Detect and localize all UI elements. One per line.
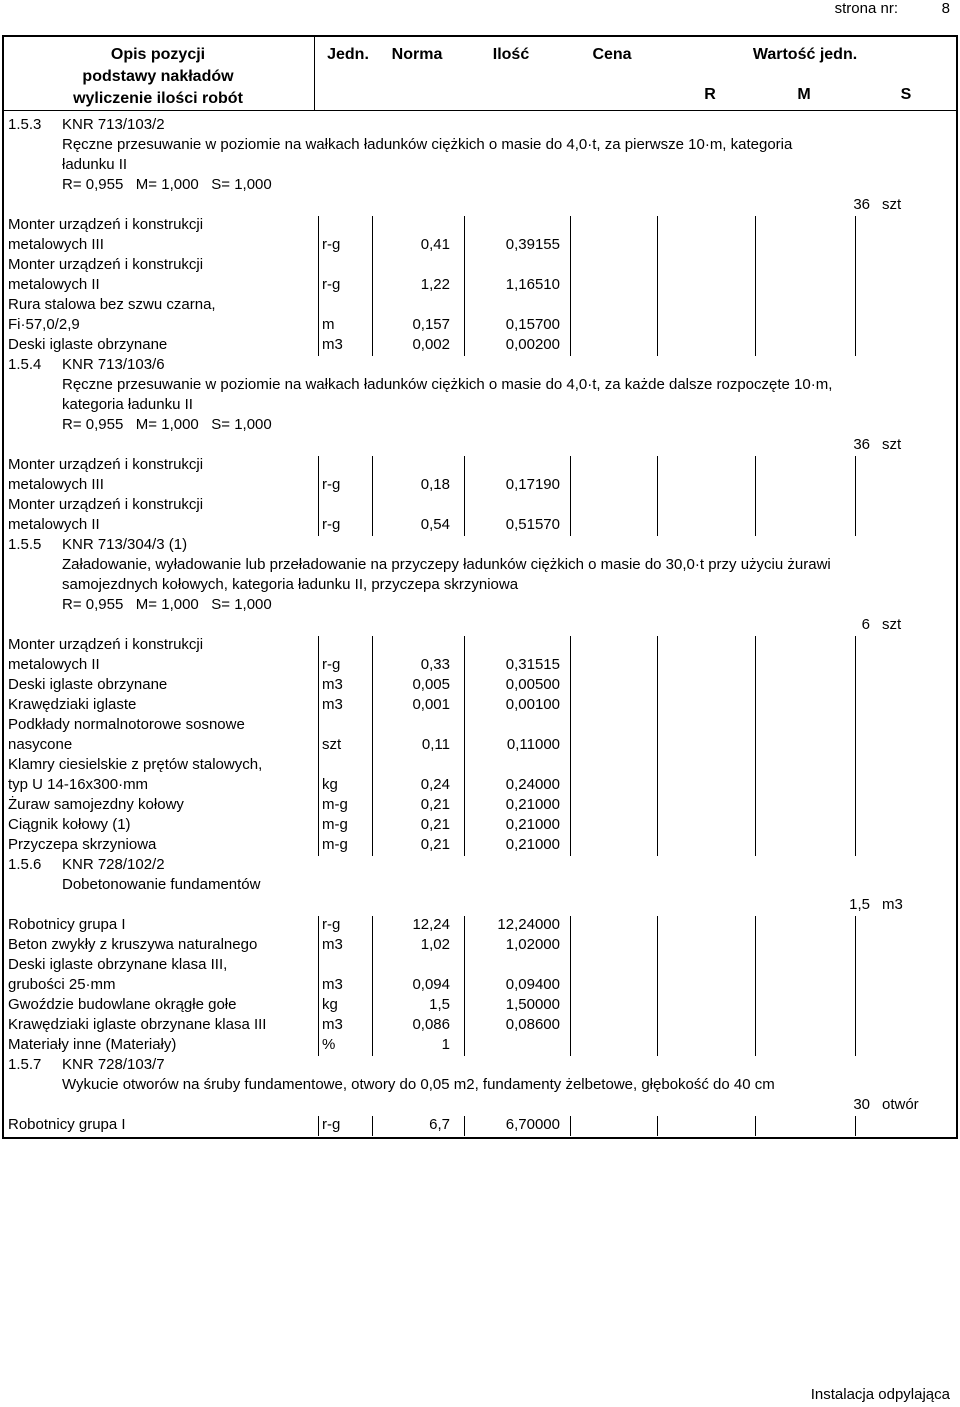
resource-quantity: 0,24000	[505, 776, 560, 793]
header-bottom-rule	[2, 110, 958, 111]
column-divider	[657, 836, 658, 856]
resource-unit: m3	[322, 1016, 343, 1033]
column-divider	[855, 676, 856, 696]
column-divider	[570, 496, 571, 536]
resource-unit: r-g	[322, 916, 341, 933]
resource-name: Monter urządzeń i konstrukcji	[8, 456, 204, 473]
resource-quantity: 0,21000	[505, 816, 560, 833]
column-divider	[855, 1016, 856, 1036]
resource-unit: m-g	[322, 836, 348, 853]
column-divider	[464, 916, 465, 936]
resource-quantity: 0,09400	[505, 976, 560, 993]
resource-name: Przyczepa skrzyniowa	[8, 836, 157, 853]
column-divider	[855, 696, 856, 716]
resource-quantity: 0,39155	[505, 236, 560, 253]
resource-name: metalowych III	[8, 236, 104, 253]
column-divider	[318, 456, 319, 496]
resource-name: Deski iglaste obrzynane	[8, 336, 168, 353]
column-divider	[755, 796, 756, 816]
column-divider	[755, 816, 756, 836]
resource-unit: kg	[322, 776, 338, 793]
resource-norm: 1	[441, 1036, 450, 1053]
column-divider	[318, 296, 319, 336]
column-divider	[372, 1036, 373, 1056]
resource-quantity: 0,00100	[505, 696, 560, 713]
column-divider	[372, 836, 373, 856]
column-divider	[755, 636, 756, 676]
column-divider	[657, 696, 658, 716]
header-desc-line3: wyliczenie ilości robót	[73, 90, 243, 107]
resource-name: Deski iglaste obrzynane klasa III,	[8, 956, 228, 973]
column-divider	[372, 636, 373, 676]
column-divider	[318, 956, 319, 996]
resource-norm: 0,24	[420, 776, 450, 793]
resource-name: Rura stalowa bez szwu czarna,	[8, 296, 216, 313]
resource-quantity: 0,00500	[505, 676, 560, 693]
column-divider	[464, 796, 465, 816]
resource-name: Monter urządzeń i konstrukcji	[8, 636, 204, 653]
column-divider	[855, 296, 856, 336]
position-quantity: 36	[853, 196, 870, 213]
column-divider	[855, 916, 856, 936]
column-divider	[755, 916, 756, 936]
column-divider	[755, 336, 756, 356]
column-divider	[372, 956, 373, 996]
column-divider	[372, 716, 373, 756]
column-divider	[570, 936, 571, 956]
column-divider	[318, 256, 319, 296]
resource-unit: m-g	[322, 796, 348, 813]
column-divider	[855, 1116, 856, 1136]
column-divider	[464, 1116, 465, 1136]
column-divider	[318, 216, 319, 256]
column-divider	[657, 496, 658, 536]
column-divider	[755, 936, 756, 956]
position-factors: R= 0,955 M= 1,000 S= 1,000	[62, 176, 272, 193]
column-divider	[372, 256, 373, 296]
column-divider	[657, 956, 658, 996]
column-divider	[657, 1036, 658, 1056]
resource-name: grubości 25·mm	[8, 976, 116, 993]
column-divider	[570, 256, 571, 296]
column-divider	[372, 1016, 373, 1036]
resource-norm: 12,24	[412, 916, 450, 933]
position-factors: R= 0,955 M= 1,000 S= 1,000	[62, 416, 272, 433]
column-divider	[855, 636, 856, 676]
column-divider	[464, 936, 465, 956]
column-divider	[464, 716, 465, 756]
column-divider	[464, 696, 465, 716]
column-divider	[372, 996, 373, 1016]
column-divider	[855, 256, 856, 296]
column-divider	[657, 1116, 658, 1136]
column-divider	[464, 496, 465, 536]
resource-quantity: 0,51570	[505, 516, 560, 533]
position-code: KNR 728/102/2	[62, 856, 165, 873]
position-unit: szt	[882, 616, 902, 633]
resource-quantity: 0,21000	[505, 836, 560, 853]
header-desc-line1: Opis pozycji	[110, 46, 206, 63]
column-divider	[855, 336, 856, 356]
column-divider	[570, 676, 571, 696]
column-divider	[570, 216, 571, 256]
column-divider	[657, 996, 658, 1016]
column-divider	[318, 996, 319, 1016]
column-divider	[855, 936, 856, 956]
column-divider	[318, 816, 319, 836]
column-divider	[372, 336, 373, 356]
column-divider	[755, 216, 756, 256]
column-divider	[657, 936, 658, 956]
column-divider	[464, 456, 465, 496]
column-divider	[318, 1116, 319, 1136]
resource-quantity: 0,21000	[505, 796, 560, 813]
position-description: Dobetonowanie fundamentów	[62, 876, 261, 893]
resource-norm: 0,41	[420, 236, 450, 253]
column-divider	[657, 1016, 658, 1036]
resource-unit: r-g	[322, 276, 341, 293]
resource-name: Robotnicy grupa I	[8, 916, 126, 933]
header-m: M	[797, 86, 811, 103]
column-divider	[318, 716, 319, 756]
column-divider	[372, 816, 373, 836]
header-r: R	[704, 86, 716, 103]
column-divider	[570, 336, 571, 356]
column-divider	[657, 256, 658, 296]
column-divider	[755, 676, 756, 696]
column-divider	[372, 696, 373, 716]
resource-quantity: 1,02000	[505, 936, 560, 953]
position-description: Ręczne przesuwanie w poziomie na wałkach ładunków ciężkich o masie do 4,0·t, za pierwsze 10·m, kategoria	[62, 136, 793, 153]
column-divider	[318, 916, 319, 936]
position-number: 1.5.6	[8, 856, 42, 873]
column-divider	[318, 1036, 319, 1056]
resource-unit: m3	[322, 696, 343, 713]
column-divider	[464, 836, 465, 856]
header-s: S	[900, 86, 912, 103]
resource-unit: m3	[322, 676, 343, 693]
position-quantity: 30	[853, 1096, 870, 1113]
column-divider	[318, 336, 319, 356]
resource-name: Fi·57,0/2,9	[8, 316, 80, 333]
resource-unit: r-g	[322, 516, 341, 533]
column-divider	[755, 296, 756, 336]
page-number-label: strona nr:	[834, 0, 898, 17]
resource-name: Gwoździe budowlane okrągłe gołe	[8, 996, 237, 1013]
column-divider	[657, 296, 658, 336]
resource-name: metalowych II	[8, 656, 100, 673]
column-divider	[755, 756, 756, 796]
column-divider	[372, 456, 373, 496]
column-divider	[657, 796, 658, 816]
column-divider	[318, 696, 319, 716]
header-divider	[314, 37, 315, 110]
resource-name: Ciągnik kołowy (1)	[8, 816, 131, 833]
resource-quantity: 0,11000	[506, 736, 560, 753]
column-divider	[570, 716, 571, 756]
position-description: kategoria ładunku II	[62, 396, 193, 413]
position-quantity: 36	[853, 436, 870, 453]
resource-name: nasycone	[8, 736, 73, 753]
resource-quantity: 0,31515	[505, 656, 560, 673]
column-divider	[372, 796, 373, 816]
position-code: KNR 728/103/7	[62, 1056, 165, 1073]
position-code: KNR 713/103/2	[62, 116, 165, 133]
header-unit-value: Wartość jedn.	[752, 46, 858, 63]
position-unit: otwór	[882, 1096, 919, 1113]
column-divider	[657, 676, 658, 696]
column-divider	[657, 336, 658, 356]
column-divider	[855, 796, 856, 816]
column-divider	[855, 756, 856, 796]
column-divider	[657, 816, 658, 836]
column-divider	[570, 916, 571, 936]
column-divider	[372, 936, 373, 956]
column-divider	[318, 636, 319, 676]
resource-unit: m	[322, 316, 335, 333]
column-divider	[755, 836, 756, 856]
resource-name: Klamry ciesielskie z prętów stalowych,	[8, 756, 263, 773]
footer-project-name: Instalacja odpylająca	[810, 1386, 950, 1403]
resource-name: Monter urządzeń i konstrukcji	[8, 256, 204, 273]
column-divider	[464, 256, 465, 296]
column-divider	[855, 456, 856, 496]
column-divider	[464, 1036, 465, 1056]
column-divider	[464, 216, 465, 256]
column-divider	[755, 716, 756, 756]
resource-name: metalowych III	[8, 476, 104, 493]
column-divider	[318, 676, 319, 696]
column-divider	[464, 676, 465, 696]
resource-quantity: 0,00200	[505, 336, 560, 353]
resource-name: Żuraw samojezdny kołowy	[8, 796, 184, 813]
column-divider	[855, 836, 856, 856]
resource-norm: 0,005	[412, 676, 450, 693]
column-divider	[464, 296, 465, 336]
resource-norm: 0,21	[420, 796, 450, 813]
resource-unit: m3	[322, 336, 343, 353]
column-divider	[855, 996, 856, 1016]
resource-unit: r-g	[322, 1116, 341, 1133]
column-divider	[755, 696, 756, 716]
column-divider	[657, 916, 658, 936]
resource-norm: 1,22	[420, 276, 450, 293]
column-divider	[657, 216, 658, 256]
column-divider	[755, 456, 756, 496]
header-norm: Norma	[391, 46, 443, 63]
column-divider	[755, 1036, 756, 1056]
column-divider	[318, 836, 319, 856]
resource-name: Materiały inne (Materiały)	[8, 1036, 177, 1053]
resource-quantity: 0,17190	[505, 476, 560, 493]
column-divider	[372, 296, 373, 336]
resource-name: Krawędziaki iglaste obrzynane klasa III	[8, 1016, 267, 1033]
resource-name: Monter urządzeń i konstrukcji	[8, 496, 204, 513]
column-divider	[372, 676, 373, 696]
column-divider	[855, 816, 856, 836]
column-divider	[570, 996, 571, 1016]
column-divider	[570, 1116, 571, 1136]
position-number: 1.5.3	[8, 116, 42, 133]
resource-norm: 0,54	[420, 516, 450, 533]
column-divider	[855, 716, 856, 756]
column-divider	[755, 1116, 756, 1136]
resource-unit: m-g	[322, 816, 348, 833]
position-description: Ręczne przesuwanie w poziomie na wałkach ładunków ciężkich o masie do 4,0·t, za każde dalsze rozpoczęte 10·m,	[62, 376, 833, 393]
resource-name: Beton zwykły z kruszywa naturalnego	[8, 936, 258, 953]
column-divider	[464, 636, 465, 676]
column-divider	[372, 916, 373, 936]
resource-norm: 0,001	[412, 696, 450, 713]
column-divider	[570, 756, 571, 796]
header-unit: Jedn.	[327, 46, 369, 63]
column-divider	[570, 796, 571, 816]
column-divider	[570, 456, 571, 496]
resource-quantity: 0,15700	[505, 316, 560, 333]
resource-quantity: 0,08600	[505, 1016, 560, 1033]
resource-unit: m3	[322, 936, 343, 953]
column-divider	[464, 756, 465, 796]
column-divider	[657, 456, 658, 496]
position-description: samojezdnych kołowych, kategoria ładunku II, przyczepa skrzyniowa	[62, 576, 519, 593]
resource-norm: 0,086	[412, 1016, 450, 1033]
position-code: KNR 713/103/6	[62, 356, 165, 373]
resource-name: metalowych II	[8, 516, 100, 533]
column-divider	[657, 716, 658, 756]
column-divider	[570, 1016, 571, 1036]
position-number: 1.5.5	[8, 536, 42, 553]
position-description: Załadowanie, wyładowanie lub przeładowanie na przyczepy ładunków ciężkich o masie do 30,0·t przy użyciu żurawi	[62, 556, 831, 573]
resource-norm: 0,21	[420, 836, 450, 853]
column-divider	[318, 1016, 319, 1036]
column-divider	[855, 496, 856, 536]
resource-name: typ U 14-16x300·mm	[8, 776, 149, 793]
column-divider	[657, 756, 658, 796]
column-divider	[755, 996, 756, 1016]
header-price: Cena	[592, 46, 632, 63]
column-divider	[464, 956, 465, 996]
column-divider	[372, 756, 373, 796]
resource-unit: r-g	[322, 476, 341, 493]
column-divider	[464, 336, 465, 356]
resource-norm: 0,18	[420, 476, 450, 493]
column-divider	[855, 216, 856, 256]
resource-unit: kg	[322, 996, 338, 1013]
resource-unit: r-g	[322, 236, 341, 253]
column-divider	[570, 956, 571, 996]
position-number: 1.5.7	[8, 1056, 42, 1073]
resource-quantity: 12,24000	[497, 916, 560, 933]
position-unit: szt	[882, 436, 902, 453]
resource-unit: m3	[322, 976, 343, 993]
resource-name: Robotnicy grupa I	[8, 1116, 126, 1133]
resource-name: metalowych II	[8, 276, 100, 293]
resource-norm: 0,33	[420, 656, 450, 673]
resource-unit: r-g	[322, 656, 341, 673]
position-factors: R= 0,955 M= 1,000 S= 1,000	[62, 596, 272, 613]
position-code: KNR 713/304/3 (1)	[62, 536, 188, 553]
column-divider	[855, 1036, 856, 1056]
column-divider	[464, 1016, 465, 1036]
column-divider	[570, 696, 571, 716]
resource-norm: 0,157	[412, 316, 450, 333]
resource-name: Krawędziaki iglaste	[8, 696, 137, 713]
column-divider	[372, 216, 373, 256]
column-divider	[464, 816, 465, 836]
resource-norm: 0,11	[421, 736, 450, 753]
resource-norm: 1,02	[420, 936, 450, 953]
resource-norm: 6,7	[429, 1116, 450, 1133]
column-divider	[570, 836, 571, 856]
resource-norm: 0,002	[412, 336, 450, 353]
resource-quantity: 1,16510	[505, 276, 560, 293]
position-quantity: 6	[861, 616, 870, 633]
header-quantity: Ilość	[492, 46, 530, 63]
column-divider	[755, 496, 756, 536]
resource-norm: 0,21	[420, 816, 450, 833]
resource-norm: 1,5	[429, 996, 450, 1013]
position-description: ładunku II	[62, 156, 128, 173]
resource-quantity: 6,70000	[505, 1116, 560, 1133]
column-divider	[372, 496, 373, 536]
column-divider	[755, 1016, 756, 1036]
column-divider	[464, 996, 465, 1016]
column-divider	[318, 936, 319, 956]
position-quantity: 1,5	[849, 896, 870, 913]
page-number: 8	[941, 0, 950, 17]
column-divider	[570, 1036, 571, 1056]
position-number: 1.5.4	[8, 356, 42, 373]
column-divider	[570, 816, 571, 836]
column-divider	[657, 636, 658, 676]
resource-name: Deski iglaste obrzynane	[8, 676, 168, 693]
column-divider	[570, 636, 571, 676]
resource-name: Monter urządzeń i konstrukcji	[8, 216, 204, 233]
position-unit: m3	[882, 896, 903, 913]
column-divider	[755, 256, 756, 296]
resource-norm: 0,094	[412, 976, 450, 993]
resource-unit: szt	[322, 736, 342, 753]
column-divider	[318, 496, 319, 536]
header-desc-line2: podstawy nakładów	[82, 68, 234, 85]
column-divider	[755, 956, 756, 996]
resource-unit: %	[322, 1036, 336, 1053]
position-unit: szt	[882, 196, 902, 213]
column-divider	[318, 796, 319, 816]
column-divider	[318, 756, 319, 796]
column-divider	[855, 956, 856, 996]
column-divider	[570, 296, 571, 336]
position-description: Wykucie otworów na śruby fundamentowe, otwory do 0,05 m2, fundamenty żelbetowe, głębokość do 40 cm	[62, 1076, 775, 1093]
column-divider	[372, 1116, 373, 1136]
resource-name: Podkłady normalnotorowe sosnowe	[8, 716, 245, 733]
resource-quantity: 1,50000	[505, 996, 560, 1013]
